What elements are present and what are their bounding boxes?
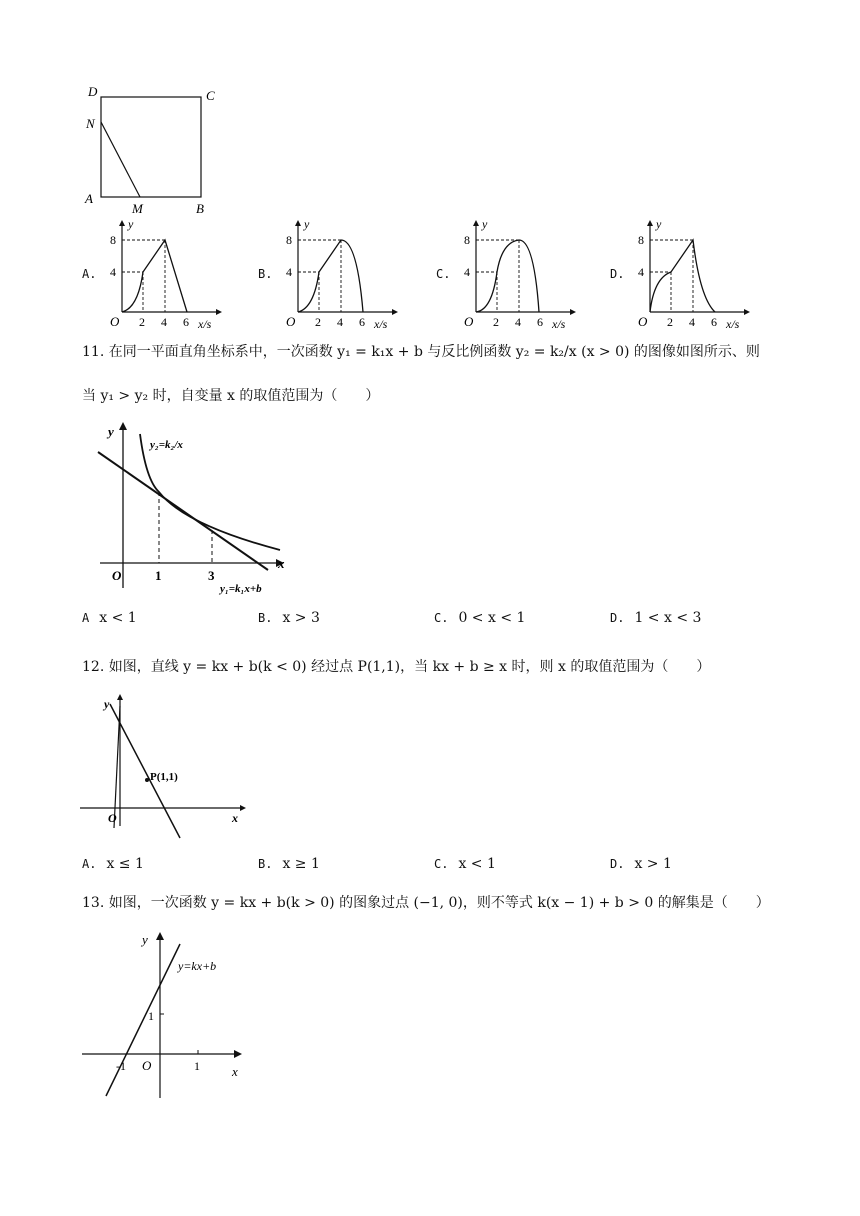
curve-a — [122, 240, 187, 312]
tick-y-4: 4 — [110, 265, 116, 279]
origin-label: O — [112, 568, 122, 583]
tick-x-6: 6 — [359, 315, 365, 329]
segment-mn — [101, 122, 140, 197]
q10-option-c-label: C. — [436, 267, 451, 281]
tick-x-6: 6 — [711, 315, 717, 329]
x-axis-label: x/s — [552, 317, 566, 330]
tick-x1: 1 — [194, 1059, 200, 1073]
inverse-curve — [140, 434, 280, 550]
y-axis-label: y — [656, 218, 662, 231]
q13-stem: 13. 如图，一次函数 y = kx + b(k > 0) 的图象过点 (−1, 0)，则不等式 k(x − 1) + b > 0 的解集是（ ） — [82, 895, 770, 911]
origin-label: O — [142, 1058, 152, 1073]
y-axis-label: y — [108, 424, 114, 439]
line-y-kx-b — [106, 944, 180, 1096]
q11-figure — [90, 420, 300, 600]
tick-1: 1 — [155, 568, 162, 583]
q11-option-c[interactable]: C. 0 < x < 1 — [434, 610, 526, 626]
origin-label: O — [638, 314, 648, 329]
label-b: B — [196, 201, 204, 216]
tick-x-6: 6 — [183, 315, 189, 329]
tick-x-4: 4 — [161, 315, 167, 329]
q11-option-d[interactable]: D. 1 < x < 3 — [610, 610, 702, 626]
line-y-eq-x — [114, 706, 120, 828]
x-axis-label: x/s — [374, 317, 388, 330]
label-c: C — [206, 88, 215, 103]
y-axis-label: y — [128, 218, 134, 231]
q11-option-b[interactable]: B. x > 3 — [258, 610, 320, 626]
y-axis-label: y — [104, 697, 110, 711]
tick-x-2: 2 — [667, 315, 673, 329]
x-axis-label: x — [278, 556, 285, 571]
tick-x-4: 4 — [337, 315, 343, 329]
tick-x-4: 4 — [515, 315, 521, 329]
q11-stem-line1: 11. 在同一平面直角坐标系中，一次函数 y₁ = k₁x + b 与反比例函数 y₂ = k₂/x (x > 0) 的图像如图所示、则 — [82, 344, 760, 360]
curve-c — [476, 240, 539, 312]
q10-graph-a — [108, 218, 228, 330]
curve-b — [298, 240, 363, 312]
tick-y-4: 4 — [286, 265, 292, 279]
tick-y1: 1 — [148, 1009, 154, 1023]
square-figure — [80, 80, 240, 220]
tick-y-8: 8 — [638, 233, 644, 247]
tick-x-4: 4 — [689, 315, 695, 329]
tick-y-4: 4 — [464, 265, 470, 279]
y-axis-label: y — [482, 218, 488, 231]
curve-label: y₂=k₂/x — [150, 439, 183, 451]
tick-x-6: 6 — [537, 315, 543, 329]
label-m: M — [132, 201, 143, 216]
tick-x-2: 2 — [139, 315, 145, 329]
q12-option-b[interactable]: B. x ≥ 1 — [258, 856, 320, 872]
label-d: D — [88, 84, 98, 99]
origin-label: O — [110, 314, 120, 329]
tick-neg1: -1 — [116, 1059, 126, 1073]
tick-3: 3 — [208, 568, 215, 583]
x-axis-label: x — [232, 1064, 238, 1079]
origin-label: O — [286, 314, 296, 329]
q12-stem: 12. 如图，直线 y = kx + b(k < 0) 经过点 P(1,1)，当 kx + b ≥ x 时，则 x 的取值范围为（ ） — [82, 659, 711, 675]
label-a: A — [85, 191, 93, 206]
tick-x-2: 2 — [493, 315, 499, 329]
label-n: N — [86, 116, 95, 131]
x-axis-label: x/s — [198, 317, 212, 330]
tick-y-8: 8 — [286, 233, 292, 247]
point-label: P(1,1) — [150, 771, 178, 783]
q12-option-c[interactable]: C. x < 1 — [434, 856, 496, 872]
origin-label: O — [464, 314, 474, 329]
square-outline — [101, 97, 201, 197]
x-axis-label: x — [232, 811, 238, 825]
q12-option-d[interactable]: D. x > 1 — [610, 856, 672, 872]
origin-label: O — [108, 811, 117, 825]
line-label: y=kx+b — [178, 959, 217, 973]
q11-option-a[interactable]: A x < 1 — [82, 610, 137, 626]
tick-y-4: 4 — [638, 265, 644, 279]
tick-y-8: 8 — [110, 233, 116, 247]
q10-option-d-label: D. — [610, 267, 625, 281]
q12-option-a[interactable]: A. x ≤ 1 — [82, 856, 144, 872]
curve-d — [650, 240, 715, 312]
tick-y-8: 8 — [464, 233, 470, 247]
point-p — [145, 778, 149, 782]
q12-figure — [80, 692, 260, 852]
q11-stem-line2: 当 y₁ > y₂ 时，自变量 x 的取值范围为（ ） — [82, 388, 380, 404]
x-axis-label: x/s — [726, 317, 740, 330]
q13-figure — [80, 928, 260, 1100]
q10-graph-b — [284, 218, 404, 330]
y-axis-label: y — [142, 932, 148, 947]
y-axis-label: y — [304, 218, 310, 231]
tick-x-2: 2 — [315, 315, 321, 329]
q10-option-a-label: A. — [82, 267, 97, 281]
line-label: y₁=k₁x+b — [220, 583, 262, 595]
q10-graph-d — [636, 218, 756, 330]
q10-option-b-label: B. — [258, 267, 273, 281]
q10-graph-c — [462, 218, 582, 330]
